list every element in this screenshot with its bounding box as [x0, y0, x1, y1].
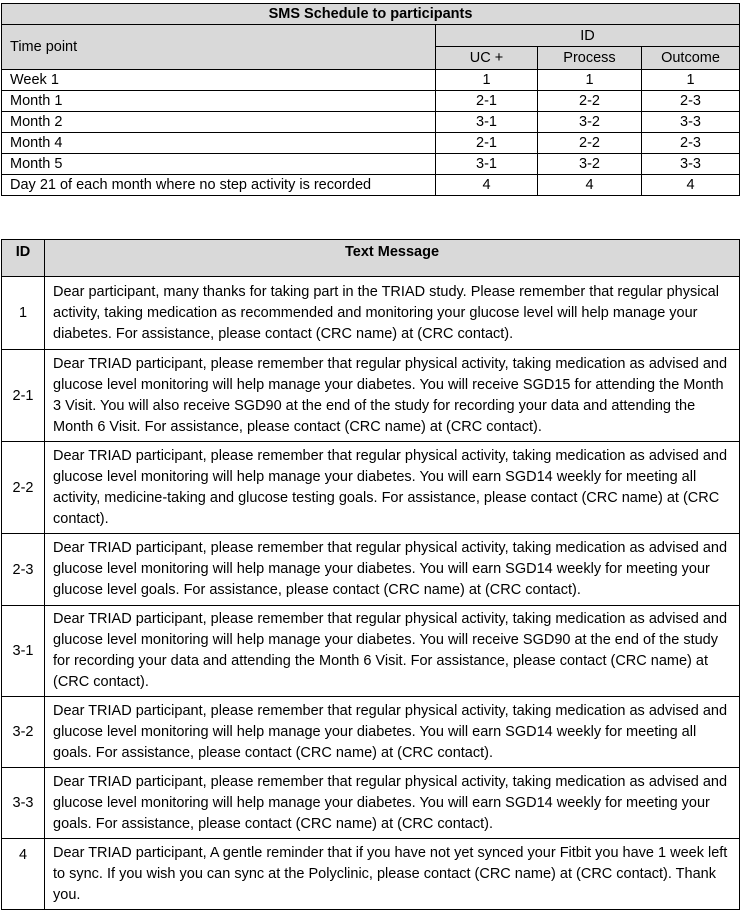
- process-cell: 2-2: [538, 91, 642, 112]
- message-text-cell: Dear TRIAD participant, please remember that regular physical activity, taking medication as advised and glucose level monitoring will help manage your diabetes. You will receive SGD15 for attending the Month 3 Visit. You will also receive SGD90 at the end of the study for recording your data and attending the Month 6 Visit. For assistance, please contact (CRC name) at (CRC contact).: [45, 350, 740, 442]
- outcome-cell: 2-3: [642, 91, 740, 112]
- outcome-cell: 1: [642, 70, 740, 91]
- uc-cell: 2-1: [436, 91, 538, 112]
- process-column-header: Process: [538, 47, 642, 70]
- outcome-cell: 3-3: [642, 112, 740, 133]
- id-header: ID: [436, 25, 740, 47]
- outcome-cell: 3-3: [642, 154, 740, 175]
- uc-cell: 4: [436, 175, 538, 196]
- process-cell: 3-2: [538, 112, 642, 133]
- message-text-cell: Dear TRIAD participant, please remember that regular physical activity, taking medication as advised and glucose level monitoring will help manage your diabetes. You will earn SGD14 weekly for meeting your goals. For assistance, please contact (CRC name) at (CRC contact).: [45, 768, 740, 839]
- message-id-cell: 2-1: [2, 350, 45, 442]
- table-row: [2, 175, 740, 196]
- table-row: [2, 112, 740, 133]
- table-row: [2, 350, 740, 442]
- uc-cell: 1: [436, 70, 538, 91]
- table-row: [2, 133, 740, 154]
- message-id-cell: 4: [2, 839, 45, 910]
- message-id-header: ID: [2, 240, 45, 277]
- uc-cell: 3-1: [436, 112, 538, 133]
- uc-column-header: UC +: [436, 47, 538, 70]
- message-id-cell: 2-2: [2, 442, 45, 534]
- table-row: [2, 839, 740, 910]
- message-id-cell: 1: [2, 277, 45, 350]
- table-row: [2, 277, 740, 350]
- message-id-cell: 2-3: [2, 534, 45, 606]
- message-text-cell: Dear TRIAD participant, please remember that regular physical activity, taking medication as advised and glucose level monitoring will help manage your diabetes. You will earn SGD14 weekly for meeting all activity, medicine-taking and glucose testing goals. For assistance, please contact (CRC name) at (CRC contact).: [45, 442, 740, 534]
- table-row: [2, 442, 740, 534]
- process-cell: 3-2: [538, 154, 642, 175]
- sms-schedule-table: [1, 3, 740, 196]
- time-point-cell: Month 1: [2, 91, 436, 112]
- message-text-cell: Dear participant, many thanks for taking part in the TRIAD study. Please remember that regular physical activity, taking medication as recommended and monitoring your glucose level will help manage your diabetes. For assistance, please contact (CRC name) at (CRC contact).: [45, 277, 740, 350]
- process-cell: 4: [538, 175, 642, 196]
- uc-cell: 3-1: [436, 154, 538, 175]
- message-text-cell: Dear TRIAD participant, A gentle reminder that if you have not yet synced your Fitbit you have 1 week left to sync. If you wish you can sync at the Polyclinic, please contact (CRC name) at (CRC contact). Thank you.: [45, 839, 740, 910]
- time-point-header: Time point: [2, 25, 436, 70]
- time-point-cell: Month 5: [2, 154, 436, 175]
- table-row: [2, 768, 740, 839]
- text-message-table: [1, 239, 740, 910]
- schedule-title: SMS Schedule to participants: [2, 4, 740, 25]
- message-text-cell: Dear TRIAD participant, please remember that regular physical activity, taking medication as advised and glucose level monitoring will help manage your diabetes. You will receive SGD90 at the end of the study for recording your data and attending the Month 6 Visit. For assistance, please contact (CRC name) at (CRC contact).: [45, 606, 740, 697]
- message-id-cell: 3-1: [2, 606, 45, 697]
- time-point-cell: Month 4: [2, 133, 436, 154]
- process-cell: 1: [538, 70, 642, 91]
- outcome-cell: 4: [642, 175, 740, 196]
- table-row: [2, 70, 740, 91]
- message-id-cell: 3-2: [2, 697, 45, 768]
- table-row: [2, 534, 740, 606]
- text-message-header: Text Message: [45, 240, 740, 277]
- uc-cell: 2-1: [436, 133, 538, 154]
- time-point-cell: Day 21 of each month where no step activity is recorded: [2, 175, 436, 196]
- outcome-column-header: Outcome: [642, 47, 740, 70]
- table-row: [2, 606, 740, 697]
- process-cell: 2-2: [538, 133, 642, 154]
- time-point-cell: Month 2: [2, 112, 436, 133]
- table-row: [2, 91, 740, 112]
- outcome-cell: 2-3: [642, 133, 740, 154]
- table-row: [2, 697, 740, 768]
- table-row: [2, 154, 740, 175]
- message-id-cell: 3-3: [2, 768, 45, 839]
- message-text-cell: Dear TRIAD participant, please remember that regular physical activity, taking medication as advised and glucose level monitoring will help manage your diabetes. You will earn SGD14 weekly for meeting all goals. For assistance, please contact (CRC name) at (CRC contact).: [45, 697, 740, 768]
- message-text-cell: Dear TRIAD participant, please remember that regular physical activity, taking medication as advised and glucose level monitoring will help manage your diabetes. You will earn SGD14 weekly for meeting your glucose level goals. For assistance, please contact (CRC name) at (CRC contact).: [45, 534, 740, 606]
- time-point-cell: Week 1: [2, 70, 436, 91]
